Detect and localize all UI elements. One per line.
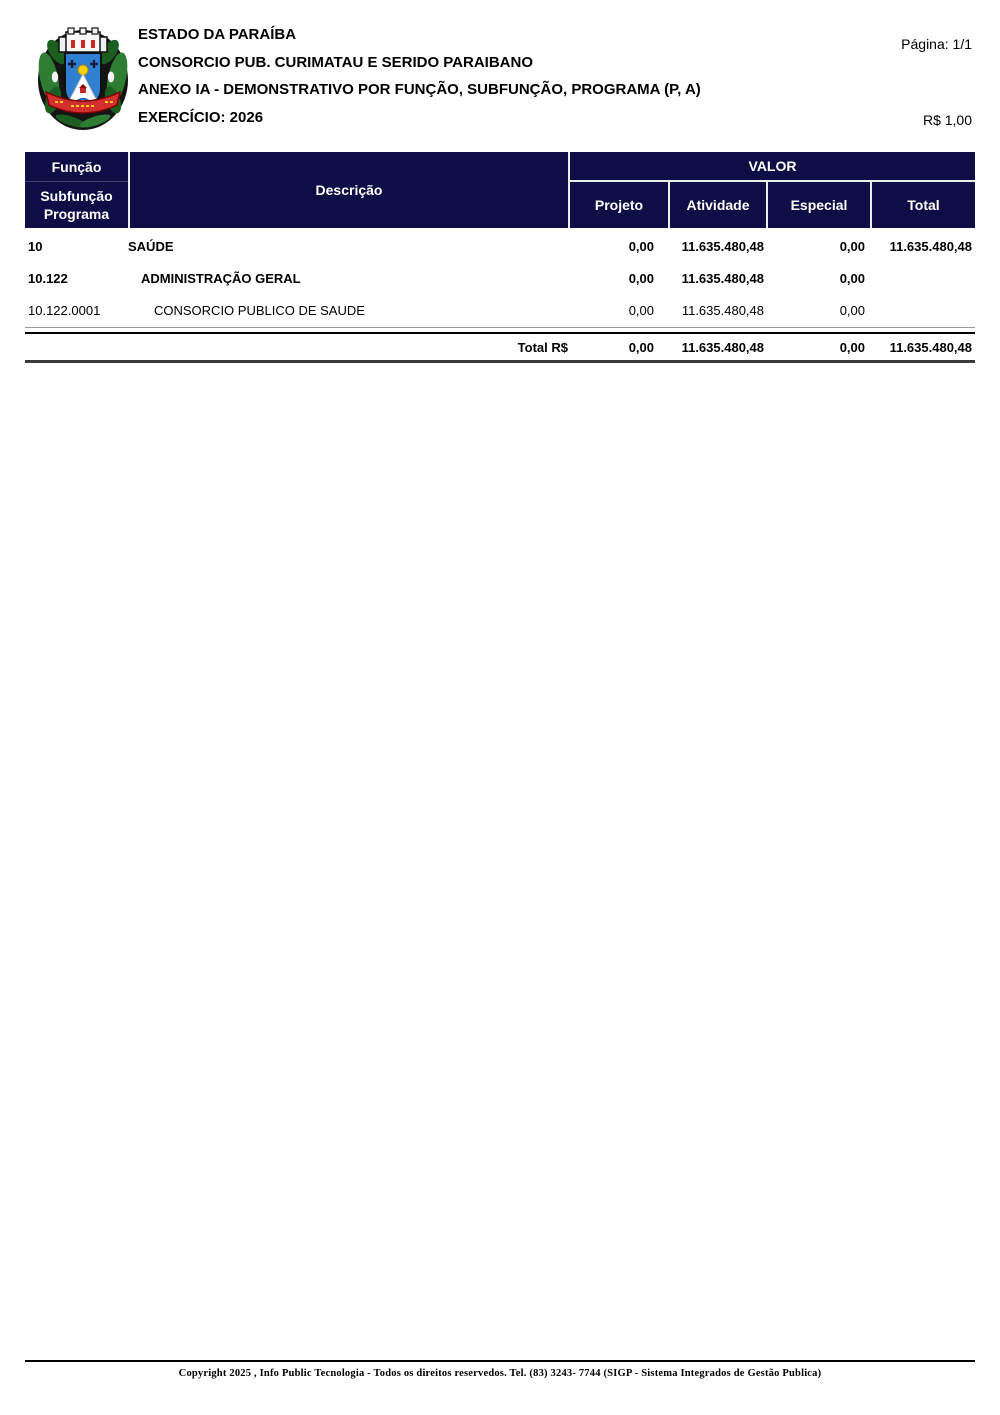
report-header — [138, 21, 701, 131]
row-description: SAÚDE — [128, 238, 174, 254]
table-row-subfuncao — [25, 262, 975, 294]
table-body — [25, 228, 975, 363]
municipal-coat-of-arms-icon — [33, 20, 133, 132]
total-atividade: 11.635.480,48 — [681, 339, 764, 355]
cell-atividade: 11.635.480,48 — [681, 270, 764, 286]
total-projeto: 0,00 — [628, 339, 654, 355]
cell-projeto: 0,00 — [628, 270, 654, 286]
cell-especial: 0,00 — [839, 270, 865, 286]
row-code: 10.122 — [28, 270, 68, 286]
row-separator — [25, 327, 975, 328]
table-row-funcao — [25, 230, 975, 262]
copyright-text: Copyright 2025 , Info Public Tecnologia - Todos os direitos reservedos. Tel. (83) 3243- 7744 (SIGP - Sistema Integrados de Gestão Publica) — [178, 1368, 822, 1379]
valor-subheaders — [570, 182, 975, 228]
table-row-programa — [25, 294, 975, 326]
cell-especial: 0,00 — [839, 302, 865, 318]
table-total-row — [25, 334, 975, 360]
column-header-especial: Especial — [766, 182, 870, 228]
column-header-atividade: Atividade — [668, 182, 766, 228]
cell-projeto: 0,00 — [628, 302, 654, 318]
cell-especial: 0,00 — [839, 238, 865, 254]
column-header-total: Total — [870, 182, 975, 228]
row-code: 10 — [28, 238, 43, 254]
header-subfuncao-programa — [25, 182, 128, 228]
report-title: ANEXO IA - DEMONSTRATIVO POR FUNÇÃO, SUBFUNÇÃO, PROGRAMA (P, A) — [138, 81, 701, 98]
entity-name: CONSORCIO PUB. CURIMATAU E SERIDO PARAIBANO — [138, 53, 534, 71]
fiscal-year: EXERCÍCIO: 2026 — [138, 108, 264, 126]
header-programa: Programa — [43, 206, 110, 222]
total-label: Total R$ — [517, 339, 568, 355]
cell-atividade: 11.635.480,48 — [681, 302, 764, 318]
row-description: CONSORCIO PUBLICO DE SAUDE — [154, 302, 365, 318]
column-header-valor: VALOR — [570, 152, 975, 182]
cell-total: 11.635.480,48 — [889, 238, 972, 254]
header-funcao: Função — [25, 152, 128, 182]
state-name: ESTADO DA PARAÍBA — [138, 26, 297, 43]
column-header-projeto: Projeto — [594, 197, 644, 213]
column-header-descricao: Descrição — [315, 182, 383, 198]
valor-header-group — [570, 152, 975, 228]
budget-table — [25, 152, 975, 363]
cell-projeto: 0,00 — [628, 238, 654, 254]
currency-unit: R$ 1,00 — [922, 112, 972, 128]
column-header-funcao-subfuncao-programa — [25, 152, 128, 228]
row-description: ADMINISTRAÇÃO GERAL — [141, 270, 301, 286]
row-code: 10.122.0001 — [28, 302, 101, 318]
cell-atividade: 11.635.480,48 — [681, 238, 764, 254]
table-header — [25, 152, 975, 228]
page-footer — [25, 1360, 975, 1379]
total-total: 11.635.480,48 — [889, 339, 972, 355]
total-row-block — [25, 332, 975, 363]
page-number: Página: 1/1 — [901, 36, 972, 52]
header-subfuncao: Subfunção — [40, 188, 113, 204]
total-especial: 0,00 — [839, 339, 865, 355]
